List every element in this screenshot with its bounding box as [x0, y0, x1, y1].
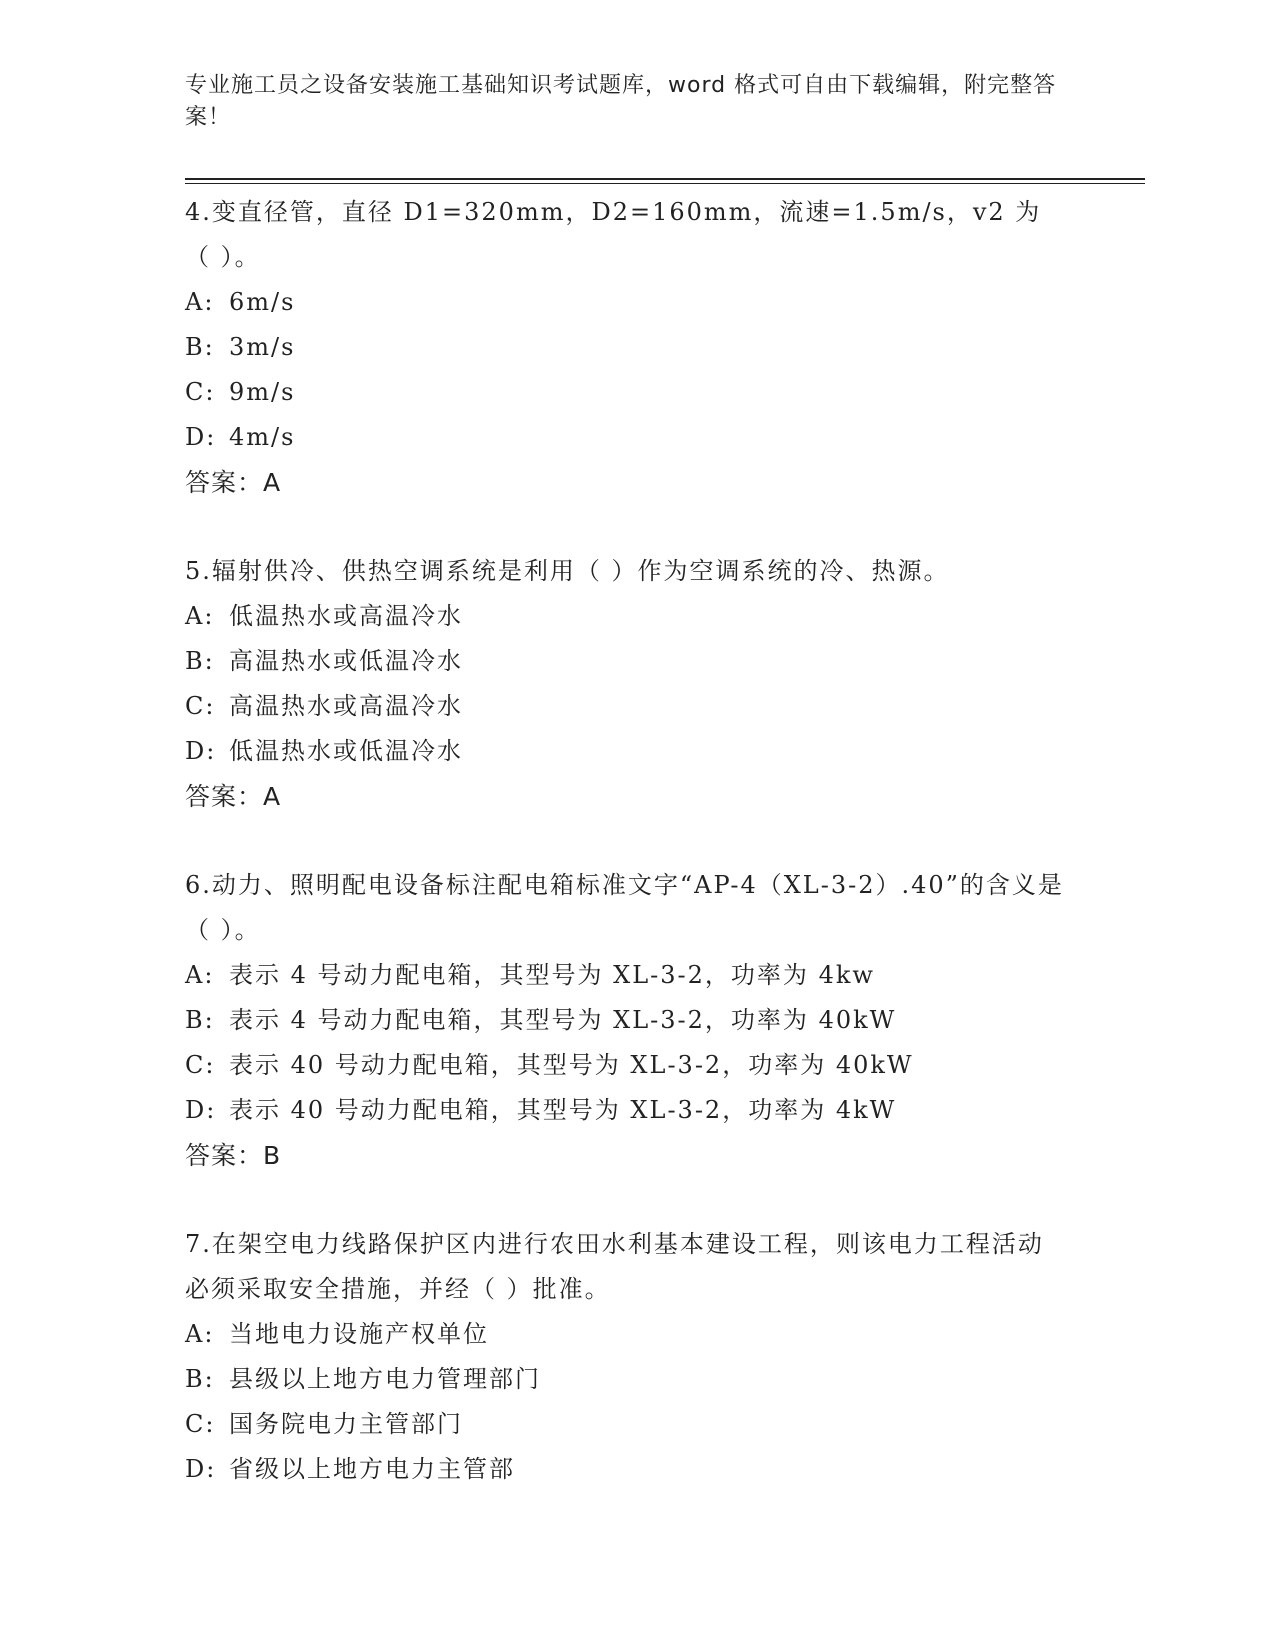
document-header: 专业施工员之设备安装施工基础知识考试题库，word 格式可自由下载编辑，附完整答案！ [185, 73, 1057, 130]
option-letter: A: [185, 602, 215, 630]
option-letter: D: [185, 1096, 217, 1124]
option-b [185, 998, 1065, 1043]
option-text: 国务院电力主管部门 [229, 1410, 463, 1438]
option-letter: D: [185, 1455, 217, 1483]
option-letter: D: [185, 737, 217, 765]
option-d [185, 1447, 1065, 1492]
option-letter: D: [185, 423, 217, 451]
option-text: 当地电力设施产权单位 [229, 1320, 489, 1348]
option-text: 9m/s [229, 378, 296, 406]
question-stem: 6.动力、照明配电设备标注配电箱标准文字“AP-4（XL-3-2）.40”的含义是（ ）。 [185, 871, 1064, 944]
option-text: 省级以上地方电力主管部 [229, 1455, 515, 1483]
question-6 [185, 863, 1065, 1178]
option-text: 4m/s [229, 423, 296, 451]
option-b [185, 1357, 1065, 1402]
question-stem: 4.变直径管，直径 D1=320mm，D2=160mm，流速=1.5m/s，v2 为（ ）。 [185, 198, 1042, 271]
option-letter: C: [185, 1051, 216, 1079]
question-list [185, 190, 1065, 1536]
option-a [185, 953, 1065, 998]
option-text: 县级以上地方电力管理部门 [229, 1365, 541, 1393]
option-letter: C: [185, 692, 216, 720]
option-letter: C: [185, 1410, 216, 1438]
option-text: 6m/s [229, 288, 296, 316]
option-c [185, 370, 1065, 415]
header-divider-thick [185, 178, 1145, 180]
option-text: 3m/s [229, 333, 296, 361]
option-letter: B: [185, 1006, 215, 1034]
question-stem: 7.在架空电力线路保护区内进行农田水利基本建设工程，则该电力工程活动必须采取安全措施，并经（ ）批准。 [185, 1230, 1044, 1303]
answer-line: 答案：A [185, 468, 282, 497]
option-d [185, 729, 1065, 774]
answer-line: 答案：B [185, 1141, 282, 1170]
option-b [185, 639, 1065, 684]
option-text: 低温热水或高温冷水 [229, 602, 463, 630]
option-letter: B: [185, 647, 215, 675]
option-text: 高温热水或低温冷水 [229, 647, 463, 675]
option-a [185, 594, 1065, 639]
option-a [185, 1312, 1065, 1357]
option-text: 高温热水或高温冷水 [229, 692, 463, 720]
option-letter: A: [185, 961, 215, 989]
question-7 [185, 1222, 1065, 1492]
question-stem: 5.辐射供冷、供热空调系统是利用（ ）作为空调系统的冷、热源。 [185, 557, 950, 585]
option-text: 表示 4 号动力配电箱，其型号为 XL-3-2，功率为 40kW [229, 1006, 897, 1034]
question-5 [185, 549, 1065, 819]
question-4 [185, 190, 1065, 505]
option-c [185, 684, 1065, 729]
option-c [185, 1402, 1065, 1447]
option-letter: A: [185, 1320, 215, 1348]
header-divider-thin [185, 183, 1145, 184]
option-letter: C: [185, 378, 216, 406]
option-text: 表示 4 号动力配电箱，其型号为 XL-3-2，功率为 4kw [229, 961, 875, 989]
option-text: 表示 40 号动力配电箱，其型号为 XL-3-2，功率为 40kW [229, 1051, 914, 1079]
option-text: 表示 40 号动力配电箱，其型号为 XL-3-2，功率为 4kW [229, 1096, 897, 1124]
option-letter: B: [185, 1365, 215, 1393]
option-letter: B: [185, 333, 215, 361]
option-text: 低温热水或低温冷水 [229, 737, 463, 765]
answer-line: 答案：A [185, 782, 282, 811]
option-d [185, 415, 1065, 460]
option-a [185, 280, 1065, 325]
option-letter: A: [185, 288, 215, 316]
option-d [185, 1088, 1065, 1133]
option-b [185, 325, 1065, 370]
option-c [185, 1043, 1065, 1088]
